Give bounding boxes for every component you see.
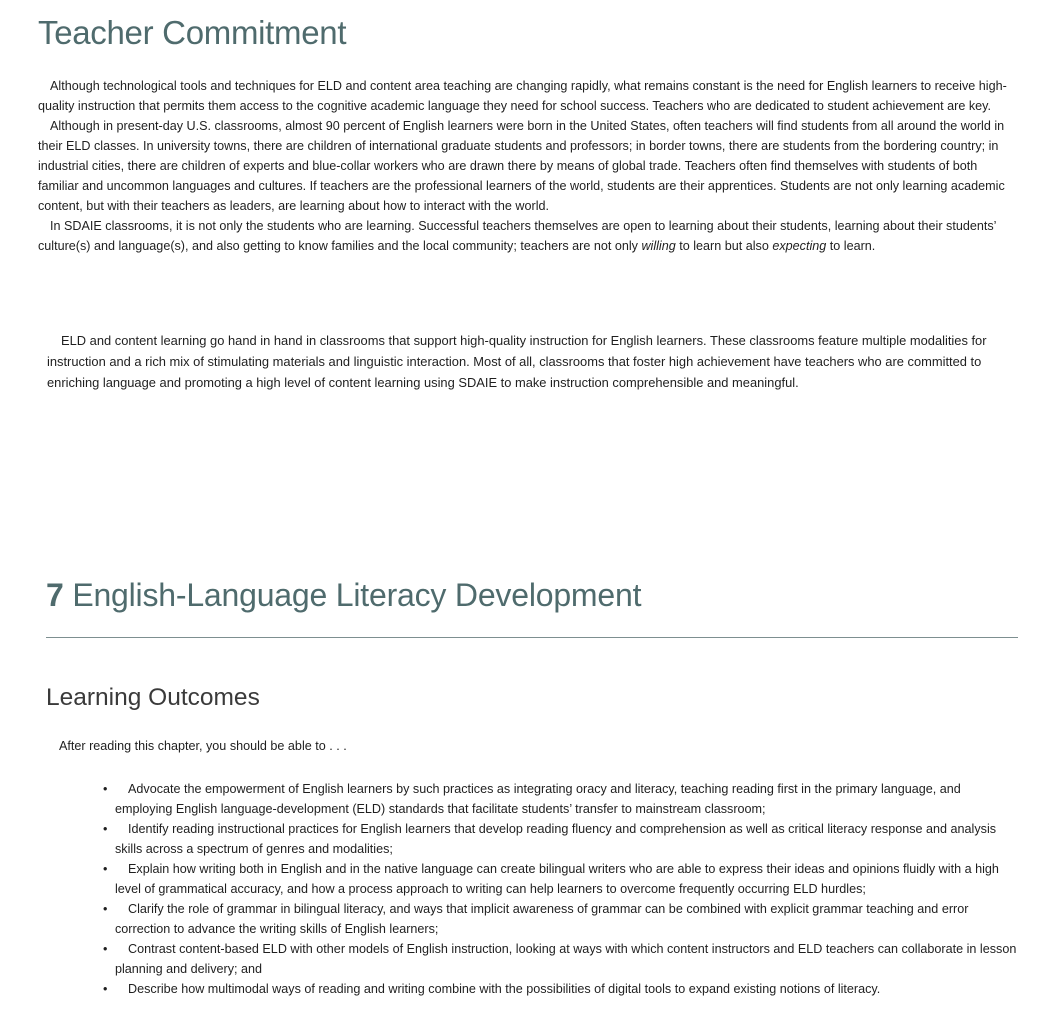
outcomes-list [103,779,1018,999]
intro-text [38,76,1016,256]
bullet: • [103,782,108,796]
list-item [103,819,1018,859]
list-item-text: Describe how multimodal ways of reading and writing combine with the possibilities of digital tools to expand existing notions of literacy. [128,982,881,996]
bullet: • [103,862,108,876]
list-item [103,939,1018,979]
learning-outcomes-heading: Learning Outcomes [46,684,260,711]
paragraph-text: to learn. [826,239,876,253]
bullet: • [103,822,108,836]
list-item-text: Explain how writing both in English and in the native language can create bilingual writers who are able to express their ideas and opinions fluidly with a high level of grammatical accuracy, and how a process approach to writing can help learners to overcome frequently occurring ELD hurdles; [115,862,999,896]
section-heading: Teacher Commitment [38,14,347,51]
paragraph-text: In SDAIE classrooms, it is not only the students who are learning. Successful teachers themselves are open to learning about their students, learning about their students’ culture(s) and language(s), and also getting to know families and the local community; teachers are not only [38,219,996,253]
emphasis-willing: willing [641,239,676,253]
paragraph [38,216,1016,256]
list-item-text: Clarify the role of grammar in bilingual literacy, and ways that implicit awareness of grammar can be combined with explicit grammar teaching and error correction to advance the writing skills of English learners; [115,902,969,936]
list-item-text: Contrast content-based ELD with other models of English instruction, looking at ways with which content instructors and ELD teachers can collaborate in lesson planning and delivery; and [115,942,1017,976]
list-item [103,859,1018,899]
outcomes-lead: After reading this chapter, you should be able to . . . [59,739,347,753]
chapter-number: 7 [46,577,64,613]
chapter-title [46,577,641,614]
bullet: • [103,982,108,996]
emphasis-expecting: expecting [772,239,827,253]
summary-text [47,330,1019,393]
list-item [103,779,1018,819]
paragraph-text: to learn but also [675,239,773,253]
bullet: • [103,902,108,916]
bullet: • [103,942,108,956]
chapter-divider [46,637,1018,638]
summary-paragraph: ELD and content learning go hand in hand in classrooms that support high-quality instruction for English learners. These classrooms feature multiple modalities for instruction and a rich mix of stimulating materials and linguistic interaction. Most of all, classrooms that foster high achievement have teachers who are committed to enriching language and promoting a high level of content learning using SDAIE to make instruction comprehensible and meaningful. [47,333,987,390]
paragraph: Although technological tools and techniques for ELD and content area teaching are changing rapidly, what remains constant is the need for English learners to receive high-quality instruction that permits them access to the cognitive academic language they need for school success. Teachers who are dedicated to student achievement are key. [38,79,1007,113]
list-item [103,979,1018,999]
paragraph: Although in present-day U.S. classrooms, almost 90 percent of English learners were born in the United States, often teachers will find students from all around the world in their ELD classes. In university towns, there are children of international graduate students and professors; in border towns, there are students from the bordering country; in industrial cities, there are children of experts and blue-collar workers who are drawn there by means of global trade. Teachers often find themselves with students of both familiar and uncommon languages and cultures. If teachers are the professional learners of the world, students are their apprentices. Students are not only learning academic content, but with their teachers as leaders, are learning about how to interact with the world. [38,119,1005,213]
list-item-text: Identify reading instructional practices for English learners that develop reading fluency and comprehension as well as critical literacy response and analysis skills across a spectrum of genres and modalities; [115,822,997,856]
list-item-text: Advocate the empowerment of English learners by such practices as integrating oracy and literacy, teaching reading first in the primary language, and employing English language-development (ELD) standards that facilitate students’ transfer to mainstream classroom; [115,782,961,816]
chapter-title-text: English-Language Literacy Development [72,577,642,613]
list-item [103,899,1018,939]
